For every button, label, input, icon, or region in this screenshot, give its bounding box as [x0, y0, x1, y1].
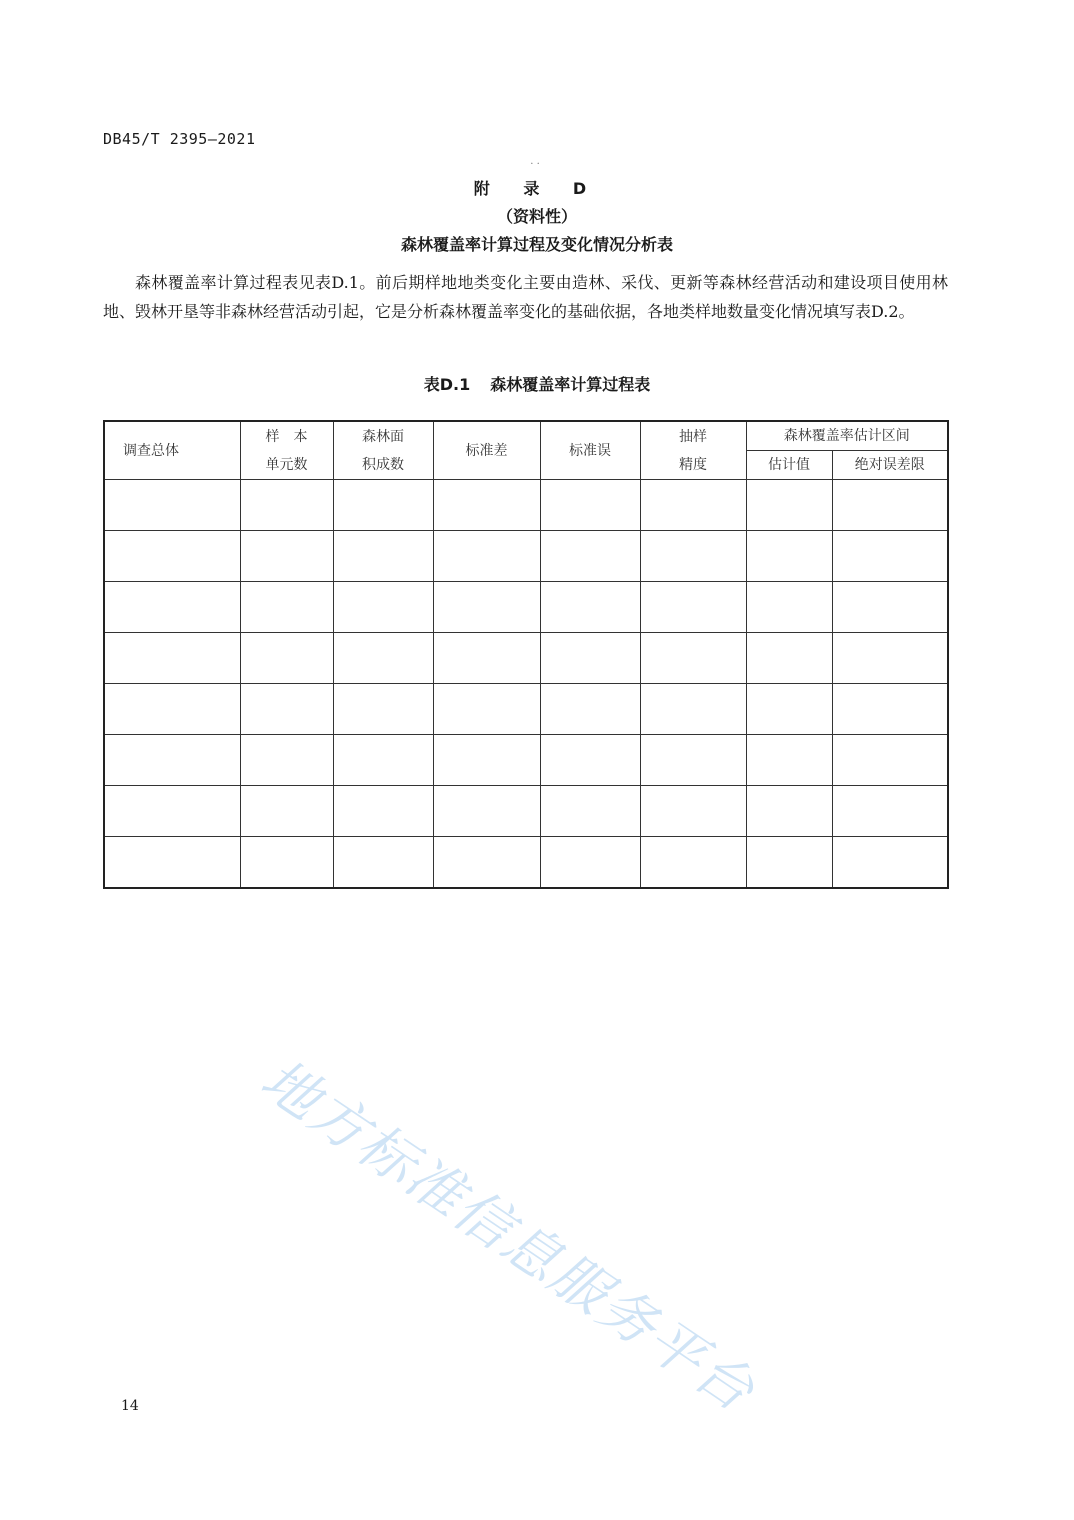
- table-cell: [433, 633, 540, 684]
- table-cell: [240, 582, 333, 633]
- table-caption-number: 表D.1: [423, 375, 471, 394]
- table-cell: [333, 480, 433, 531]
- table-cell: [333, 633, 433, 684]
- table-cell: [746, 480, 832, 531]
- header-sample-units-line1: 样 本: [265, 428, 308, 445]
- table-cell: [746, 684, 832, 735]
- header-std-dev: 标准差: [433, 421, 540, 480]
- table-cell: [640, 735, 746, 786]
- coverage-calculation-table: [103, 420, 949, 889]
- decorative-dots: . .: [530, 156, 540, 167]
- table-cell: [433, 786, 540, 837]
- body-paragraph: 森林覆盖率计算过程表见表D.1。前后期样地地类变化主要由造林、采伐、更新等森林经营活动和建设项目使用林地、毁林开垦等非森林经营活动引起，它是分析森林覆盖率变化的基础依据，各地类样地数量变化情况填写表D.2。: [103, 273, 948, 321]
- table-cell: [240, 531, 333, 582]
- table-cell: [104, 480, 240, 531]
- header-survey-population: 调查总体: [104, 421, 240, 480]
- page-number: 14: [121, 1398, 139, 1414]
- table-cell: [640, 786, 746, 837]
- table-caption-title: 森林覆盖率计算过程表: [490, 375, 651, 394]
- table-cell: [433, 684, 540, 735]
- header-estimate: 估计值: [746, 451, 832, 480]
- table-cell: [333, 684, 433, 735]
- table-cell: [333, 531, 433, 582]
- table-row: [104, 480, 948, 531]
- table-cell: [746, 786, 832, 837]
- table-cell: [240, 633, 333, 684]
- table-cell: [240, 735, 333, 786]
- table-row: [104, 786, 948, 837]
- table-cell: [433, 582, 540, 633]
- table-cell: [333, 582, 433, 633]
- table-cell: [104, 786, 240, 837]
- table-cell: [832, 786, 948, 837]
- body-text: [103, 268, 948, 326]
- header-forest-area-line2: 积成数: [362, 456, 404, 473]
- table-cell: [240, 786, 333, 837]
- table-row: [104, 582, 948, 633]
- table-cell: [433, 735, 540, 786]
- table-body: [104, 480, 948, 889]
- header-abs-error: 绝对误差限: [832, 451, 948, 480]
- table-cell: [746, 837, 832, 889]
- table-cell: [832, 480, 948, 531]
- table-row: [104, 735, 948, 786]
- table-row: [104, 531, 948, 582]
- appendix-title: 附 录 D: [473, 179, 601, 198]
- table-cell: [746, 582, 832, 633]
- table-cell: [540, 531, 640, 582]
- table-row: [104, 837, 948, 889]
- table-cell: [240, 684, 333, 735]
- header-sample-units-line2: 单元数: [265, 456, 308, 473]
- table-row: [104, 633, 948, 684]
- table-cell: [832, 735, 948, 786]
- table-cell: [746, 735, 832, 786]
- table-cell: [433, 531, 540, 582]
- table-cell: [640, 684, 746, 735]
- header-sample-units: [240, 421, 333, 480]
- watermark: 地方标准信息服务平台: [249, 1046, 767, 1426]
- table-cell: [333, 735, 433, 786]
- table-cell: [540, 786, 640, 837]
- table-cell: [240, 837, 333, 889]
- table-cell: [104, 684, 240, 735]
- table-cell: [832, 837, 948, 889]
- table-cell: [540, 735, 640, 786]
- header-forest-area-line1: 森林面: [362, 428, 404, 445]
- table-cell: [540, 837, 640, 889]
- header-sampling-precision-line2: 精度: [679, 456, 707, 473]
- table-cell: [433, 837, 540, 889]
- table-cell: [104, 735, 240, 786]
- table-cell: [832, 582, 948, 633]
- table-cell: [433, 480, 540, 531]
- appendix-nature: （资料性）: [496, 207, 577, 226]
- table-cell: [640, 633, 746, 684]
- table-cell: [746, 531, 832, 582]
- table-cell: [540, 480, 640, 531]
- table-cell: [832, 633, 948, 684]
- table-cell: [540, 582, 640, 633]
- header-sampling-precision: [640, 421, 746, 480]
- document-code: DB45/T 2395—2021: [103, 130, 256, 148]
- table-cell: [333, 786, 433, 837]
- header-sampling-precision-line1: 抽样: [679, 428, 707, 445]
- table-cell: [540, 633, 640, 684]
- header-interval: 森林覆盖率估计区间: [746, 421, 948, 451]
- table-cell: [240, 480, 333, 531]
- header-forest-area: [333, 421, 433, 480]
- table-cell: [104, 633, 240, 684]
- table-cell: [640, 837, 746, 889]
- table-cell: [104, 837, 240, 889]
- table-cell: [640, 531, 746, 582]
- table-row: [104, 684, 948, 735]
- table-cell: [540, 684, 640, 735]
- table-cell: [746, 633, 832, 684]
- table-cell: [333, 837, 433, 889]
- table-cell: [104, 531, 240, 582]
- table-cell: [832, 531, 948, 582]
- table-caption: [0, 372, 1074, 395]
- table-cell: [832, 684, 948, 735]
- table-cell: [640, 480, 746, 531]
- table-cell: [640, 582, 746, 633]
- appendix-heading: 森林覆盖率计算过程及变化情况分析表: [400, 235, 673, 254]
- table-cell: [104, 582, 240, 633]
- header-std-err: 标准误: [540, 421, 640, 480]
